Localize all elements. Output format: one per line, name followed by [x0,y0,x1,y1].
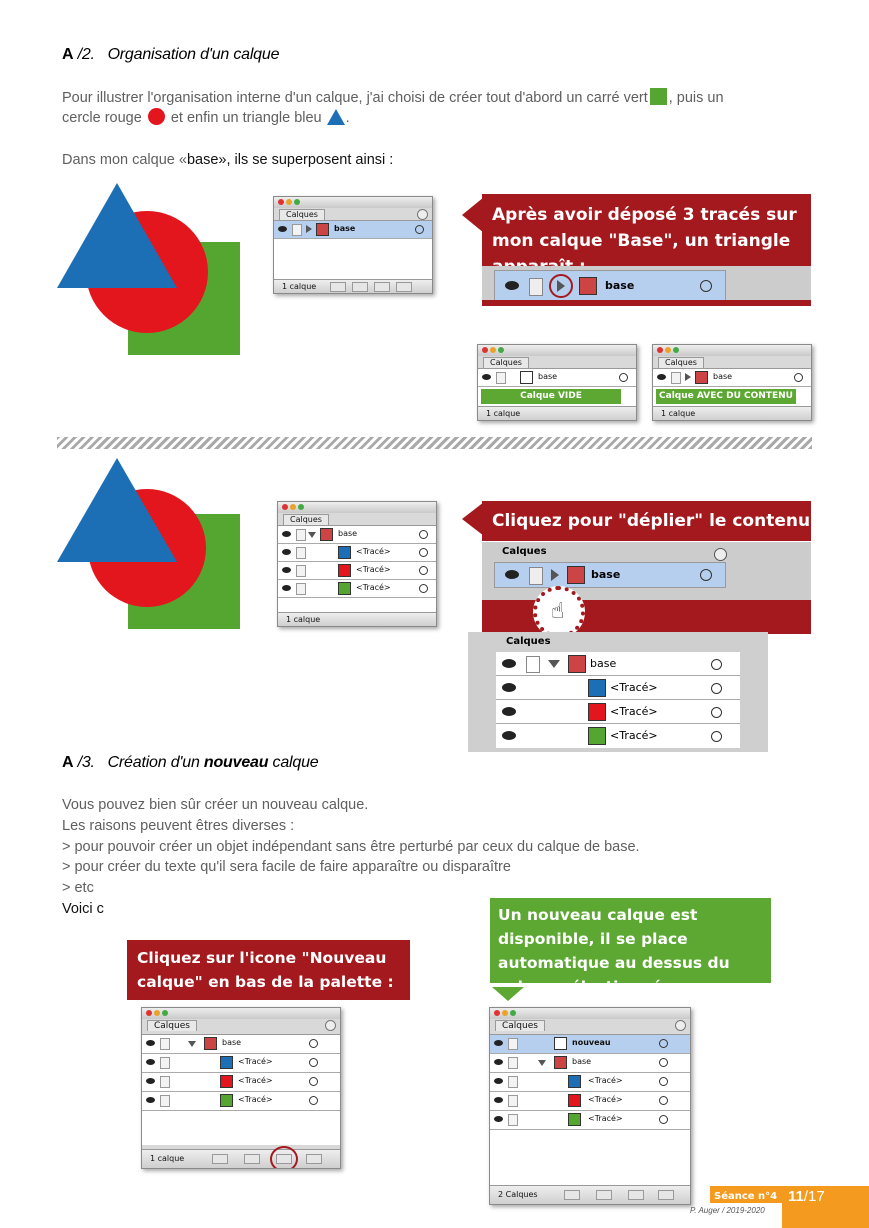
empty-layer-label: Calque VIDE [481,389,621,404]
footer-badge: Séance n°4 11/17 [710,1186,869,1228]
callout-new-layer-icon: Cliquez sur l'icone "Nouveau calque" en bas de la palette : [127,940,410,1000]
sublayer-button[interactable] [212,1154,228,1164]
red-circle-icon [148,108,165,125]
layer-row-base[interactable]: base [142,1035,340,1054]
path-row-circle[interactable]: <Tracé> [142,1073,340,1092]
callout-arrow-down [492,987,524,1001]
layer-row-base[interactable]: base [274,221,432,239]
layers-palette-after-new: Calques nouveau base <Tracé> <Tracé> <Tracé> 2 Calques [489,1007,691,1205]
zoom-strip-3: Calques base <Tracé> <Tracé> <Tracé> [468,632,768,752]
section-2-title: A /2. Organisation d'un calque [62,46,280,63]
shapes-illustration-1 [55,180,245,360]
trash-icon[interactable] [306,1154,322,1164]
full-layer-label: Calque AVEC DU CONTENU [656,389,796,404]
eye-icon[interactable] [505,281,519,290]
palette-full-layer: Calques base Calque AVEC DU CONTENU 1 calque [652,344,812,421]
path-row-triangle[interactable]: <Tracé> [142,1054,340,1073]
trash-icon[interactable] [658,1190,674,1200]
green-square-icon [650,88,667,105]
intro-paragraph: Pour illustrer l'organisation interne d'un calque, j'ai choisi de créer tout d'abord un carré vert , puis un cercle rouge et enfin un triangle bleu . [62,90,724,126]
callout-new-layer-available: Un nouveau calque est disponible, il se place automatique au dessus du calque sélectionné. [490,898,771,983]
superposition-text: Dans mon calque «base», ils se superposent ainsi : [62,152,394,168]
layer-thumbnail-icon [579,277,597,295]
layers-palette-1: Calques base 1 calque [273,196,433,294]
path-row-triangle[interactable]: <Tracé> [490,1073,690,1092]
click-hand-icon: ☝ [533,586,585,638]
page-number: 11/17 [788,1188,825,1205]
section-3-title: A /3. Création d'un nouveau calque [62,754,319,771]
expand-arrow-icon[interactable] [306,225,312,233]
path-row-triangle[interactable]: <Tracé> [278,544,436,562]
layers-palette-expanded: Calques base <Tracé> <Tracé> <Tracé> 1 calque [277,501,437,627]
palette-empty-layer: Calques base Calque VIDE 1 calque [477,344,637,421]
zoom-strip-2: Calques base [482,542,811,600]
path-row-circle[interactable]: <Tracé> [490,1092,690,1111]
callout-unfold: Cliquez pour "déplier" le contenu [482,501,811,541]
callout-arrow [462,197,484,233]
palette-tab[interactable]: Calques [279,209,325,220]
move-button[interactable] [244,1154,260,1164]
lock-toggle[interactable] [292,224,302,236]
layer-row-base[interactable]: base [653,369,811,387]
hatched-divider [57,437,812,449]
footer-author: P. Auger / 2019-2020 [690,1206,765,1215]
new-layer-highlight [270,1146,298,1169]
shapes-illustration-2 [55,456,245,636]
palette-menu-icon[interactable] [325,1020,336,1031]
eye-icon[interactable] [278,226,287,232]
path-row-square[interactable]: <Tracé> [278,580,436,598]
layer-row-base[interactable]: base [278,526,436,544]
collapse-arrow-icon[interactable] [308,532,316,538]
palette-menu-icon[interactable] [417,209,428,220]
blue-triangle-icon [327,109,345,125]
layer-thumbnail-icon [316,223,329,236]
path-row-square[interactable]: <Tracé> [142,1092,340,1111]
red-band [482,600,811,634]
callout-triangle-appears: Après avoir déposé 3 tracés sur mon calque "Base", un triangle [482,194,811,266]
callout-arrow [462,502,484,536]
zoom-strip-1: base [482,266,811,306]
layer-row-base[interactable]: base [490,1054,690,1073]
layer-row-nouveau[interactable]: nouveau [490,1035,690,1054]
path-row-square[interactable]: <Tracé> [490,1111,690,1130]
layers-palette-before-new: Calques base <Tracé> <Tracé> <Tracé> 1 calque [141,1007,341,1169]
palette-menu-icon[interactable] [675,1020,686,1031]
layer-row-base[interactable]: base [478,369,636,387]
path-row-circle[interactable]: <Tracé> [278,562,436,580]
section-3-paragraph: Vous pouvez bien sûr créer un nouveau calque. Les raisons peuvent êtres diverses : > pour pouvoir créer un objet indépendant sans être perturbé par ceux du calque de base. > pour créer du texte qu'il sera facile de faire apparaître ou disparaître > etc Voici c [62,797,640,917]
target-circle-icon[interactable] [415,225,424,234]
